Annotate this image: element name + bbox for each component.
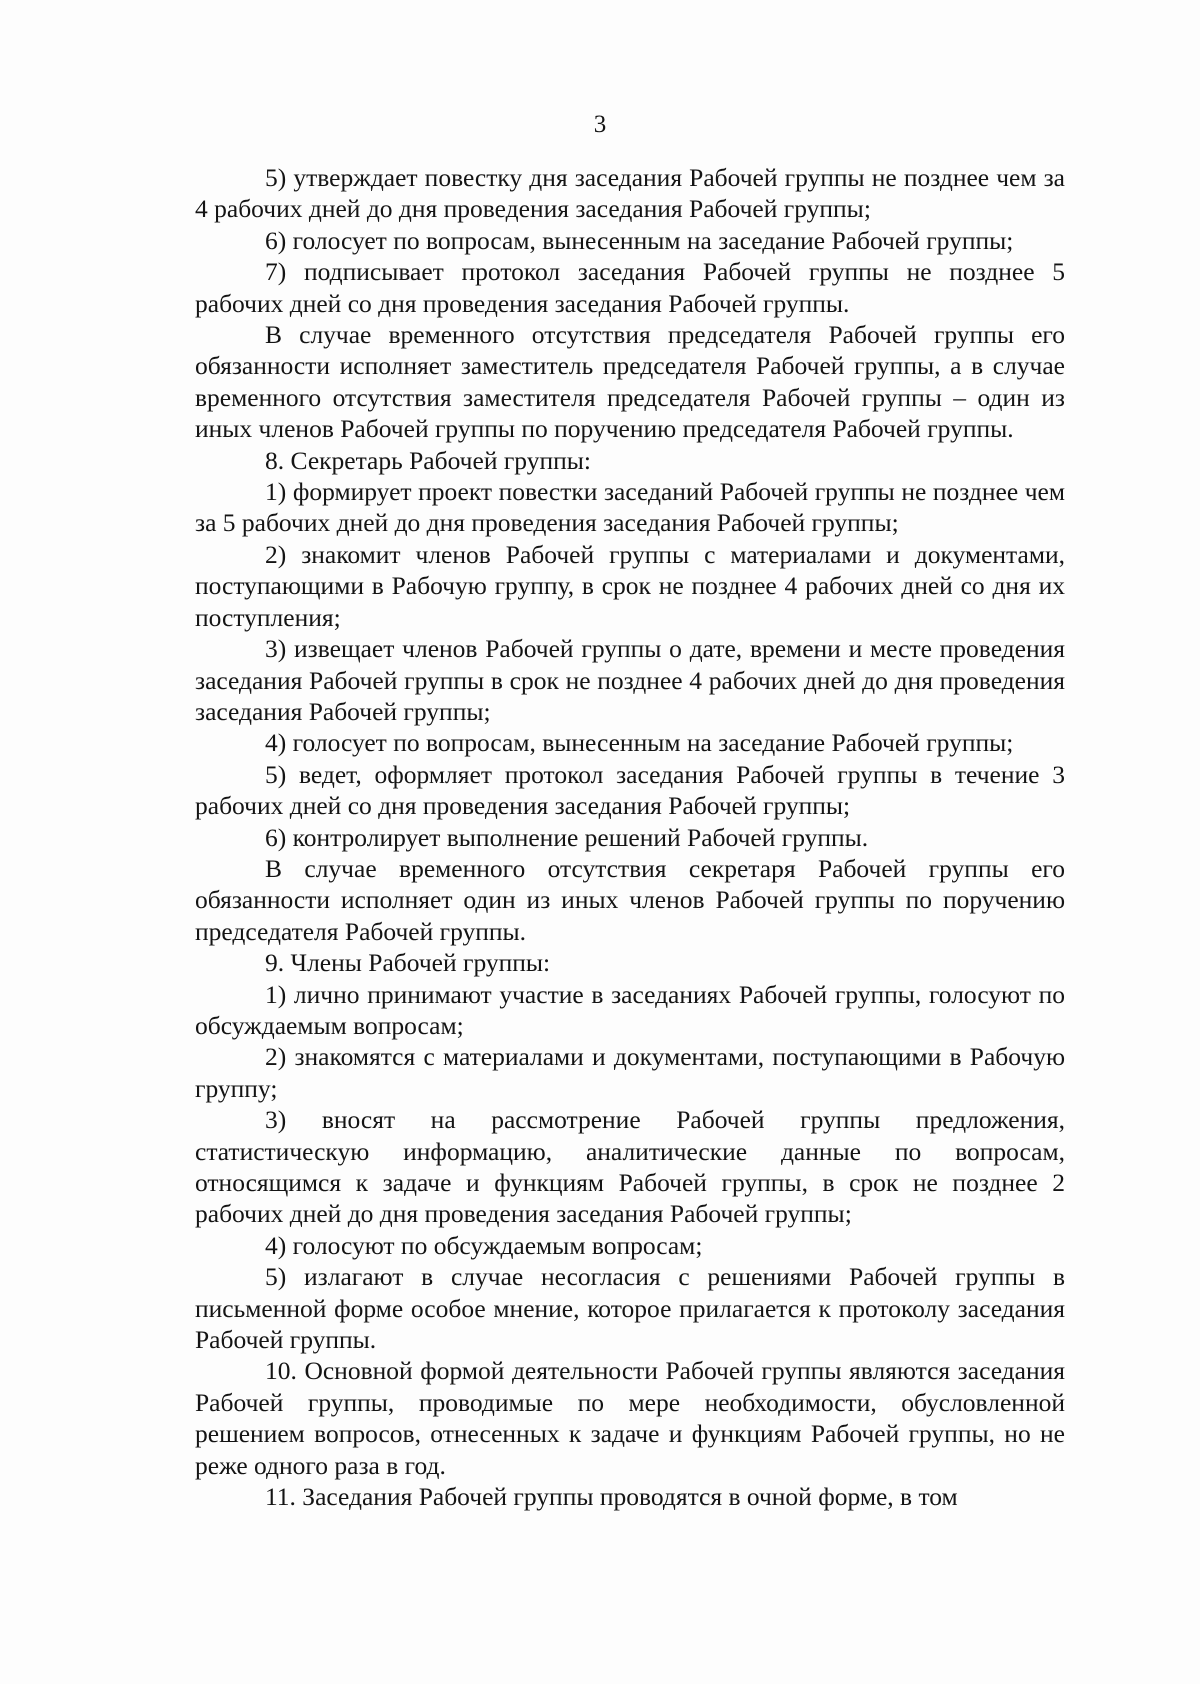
paragraph: 1) лично принимают участие в заседаниях Рабочей группы, голосуют по обсуждаемым вопросам; (195, 979, 1065, 1040)
paragraph: В случае временного отсутствия председателя Рабочей группы его обязанности исполняет заместитель председателя Рабочей группы, а в случае временного отсутствия заместителя председателя Рабочей группы – один из иных членов Рабочей группы по поручению председателя Рабочей группы. (195, 320, 1065, 444)
paragraph: 5) утверждает повестку дня заседания Рабочей группы не позднее чем за 4 рабочих дней до дня проведения заседания Рабочей группы; (195, 163, 1065, 224)
paragraph: 3) извещает членов Рабочей группы о дате, времени и месте проведения заседания Рабочей группы в срок не позднее 4 рабочих дней до дня проведения заседания Рабочей группы; (195, 634, 1065, 726)
paragraph: 5) ведет, оформляет протокол заседания Рабочей группы в течение 3 рабочих дней со дня проведения заседания Рабочей группы; (195, 759, 1065, 821)
paragraph: 3) вносят на рассмотрение Рабочей группы предложения, статистическую информацию, аналитические данные по вопросам, относящимся к задаче и функциям Рабочей группы, в срок не позднее 2 рабочих дней до дня проведения заседания Рабочей группы; (195, 1105, 1065, 1229)
paragraph: 5) излагают в случае несогласия с решениями Рабочей группы в письменной форме особое мнение, которое прилагается к протоколу заседания Рабочей группы. (195, 1262, 1065, 1355)
paragraph: В случае временного отсутствия секретаря Рабочей группы его обязанности исполняет один из иных членов Рабочей группы по поручению председателя Рабочей группы. (195, 853, 1065, 946)
paragraph: 7) подписывает протокол заседания Рабочей группы не позднее 5 рабочих дней со дня проведения заседания Рабочей группы. (195, 257, 1065, 318)
paragraph: 2) знакомятся с материалами и документами, поступающими в Рабочую группу; (195, 1042, 1065, 1103)
paragraph: 1) формирует проект повестки заседаний Рабочей группы не позднее чем за 5 рабочих дней до дня проведения заседания Рабочей группы; (195, 477, 1065, 538)
paragraph: 11. Заседания Рабочей группы проводятся в очной форме, в том (265, 1482, 958, 1512)
paragraph: 4) голосуют по обсуждаемым вопросам; (265, 1230, 703, 1260)
paragraph: 4) голосует по вопросам, вынесенным на заседание Рабочей группы; (265, 728, 1014, 758)
paragraph: 6) голосует по вопросам, вынесенным на заседание Рабочей группы; (265, 225, 1014, 255)
paragraph: 10. Основной формой деятельности Рабочей группы являются заседания Рабочей группы, проводимые по мере необходимости, обусловленной решением вопросов, отнесенных к задаче и функциям Рабочей группы, но не реже одного раза в год. (195, 1356, 1065, 1480)
section-heading: 8. Секретарь Рабочей группы: (265, 445, 591, 475)
document-body (195, 162, 1065, 1512)
paragraph: 6) контролирует выполнение решений Рабочей группы. (265, 822, 869, 852)
section-heading: 9. Члены Рабочей группы: (265, 948, 551, 978)
paragraph: 2) знакомит членов Рабочей группы с материалами и документами, поступающими в Рабочую группу, в срок не позднее 4 рабочих дней со дня их поступления; (195, 539, 1065, 632)
page-number: 3 (593, 111, 607, 138)
